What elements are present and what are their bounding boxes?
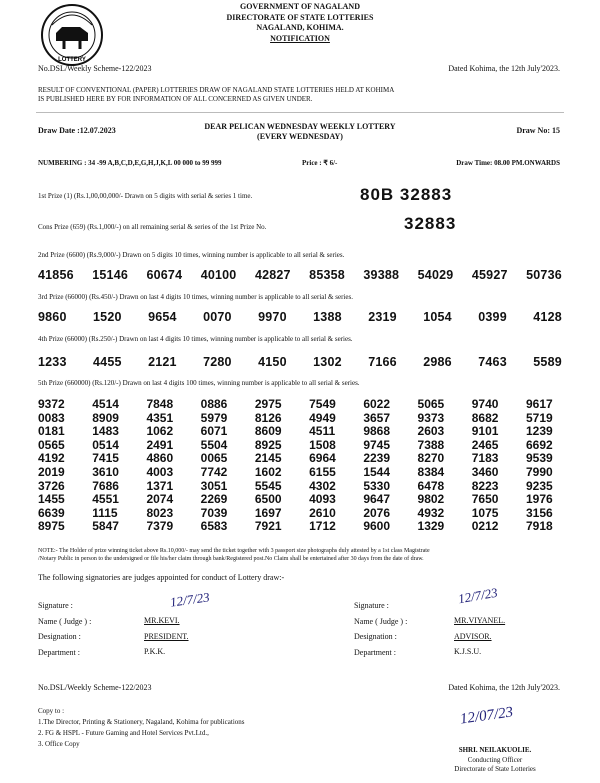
- judge-left-signature: 12/7/23: [169, 589, 211, 610]
- third-prize-numbers: [38, 310, 562, 324]
- prize-number: 7686: [92, 478, 119, 493]
- prize-number: 1976: [525, 492, 553, 507]
- ref-date: Dated Kohima, the 12th July'2023.: [448, 64, 560, 73]
- prize-number: 7166: [368, 355, 397, 369]
- cons-prize-number: 32883: [404, 214, 457, 233]
- judge-right-name: MR.VIYANEL.: [454, 616, 506, 625]
- copy-title: Copy to :: [38, 707, 65, 715]
- prize-number: 8384: [417, 464, 445, 479]
- judge-left-values: [144, 613, 189, 660]
- prize-number: 2491: [146, 437, 174, 452]
- fifth-prize-row: [38, 439, 562, 453]
- prize-number: 4551: [92, 492, 119, 507]
- prize-number: 7039: [200, 505, 228, 520]
- prize-number: 15146: [92, 268, 128, 282]
- prize-number: 9740: [471, 397, 499, 411]
- prize-number: 1602: [254, 464, 282, 479]
- prize-number: 40100: [200, 268, 237, 282]
- prize-number: 4003: [146, 464, 174, 479]
- fifth-prize-row: [38, 520, 562, 534]
- prize-number: 41856: [38, 268, 74, 282]
- prize-number: 0065: [200, 451, 228, 466]
- prize-number: 3610: [92, 464, 119, 479]
- prize-number: 7990: [525, 464, 553, 479]
- prize-number: 7388: [417, 437, 445, 452]
- prize-number: 9373: [417, 410, 445, 425]
- prize-number: 7379: [146, 519, 174, 534]
- prize-number: 4455: [93, 355, 122, 369]
- lottery-seal-logo: [40, 3, 104, 67]
- draw-date: Draw Date :12.07.2023: [38, 126, 116, 135]
- prize-number: 3051: [200, 478, 228, 493]
- prize-number: 1329: [417, 519, 445, 534]
- prize-number: 1388: [313, 310, 342, 324]
- header-notification: NOTIFICATION: [270, 33, 330, 43]
- cons-prize-label: Cons Prize (659) (Rs.1,000/-) on all remaining serial & series of the 1st Prize No.: [38, 223, 267, 231]
- prize-number: 39388: [363, 268, 400, 282]
- judge-left-des-label: Designation :: [38, 632, 81, 641]
- prize-number: 9647: [363, 492, 391, 507]
- prize-number: 4860: [146, 451, 174, 466]
- judge-right-labels: [354, 598, 407, 660]
- prize-number: 6692: [525, 437, 553, 452]
- prize-number: 1062: [146, 424, 174, 439]
- prize-number: 8270: [417, 451, 445, 466]
- prize-number: 9539: [525, 451, 553, 466]
- prize-number: 2986: [423, 355, 452, 369]
- draw-number: Draw No: 15: [516, 126, 560, 135]
- fourth-prize-label: 4th Prize (66000) (Rs.250/-) Drawn on last 4 digits 10 times, winning number is applicable to all serial & series.: [38, 335, 353, 343]
- first-prize-number: 80B 32883: [360, 185, 453, 204]
- prize-number: 6639: [38, 505, 65, 520]
- judge-right-des-label: Designation :: [354, 632, 397, 641]
- prize-number: 6500: [254, 492, 282, 507]
- prize-number: 1483: [92, 424, 119, 439]
- fifth-prize-row: [38, 412, 562, 426]
- judge-right-dep-label: Department :: [354, 647, 396, 657]
- prize-number: 8975: [38, 519, 65, 534]
- prize-number: 0083: [38, 410, 65, 425]
- lottery-title-block: [170, 122, 430, 142]
- judge-right-sig-label: Signature :: [354, 601, 389, 610]
- prize-number: 8682: [471, 410, 499, 425]
- prize-number: 5589: [533, 355, 562, 369]
- prize-number: 8023: [146, 505, 174, 520]
- prize-number: 1520: [93, 310, 122, 324]
- second-prize-label: 2nd Prize (6600) (Rs.9,000/-) Drawn on 5 digits 10 times, winning number is applicable to all serial & series.: [38, 251, 345, 259]
- prize-number: 4932: [417, 505, 445, 520]
- prize-number: 0565: [38, 437, 65, 452]
- prize-number: 6478: [417, 478, 445, 493]
- prize-number: 8909: [92, 410, 119, 425]
- prize-number: 1544: [363, 464, 391, 479]
- prize-number: 4511: [309, 424, 336, 439]
- prize-number: 7183: [471, 451, 499, 466]
- header-line-3: NAGALAND, KOHIMA.: [256, 23, 344, 32]
- prize-number: 42827: [254, 268, 291, 282]
- prize-number: 3156: [525, 505, 553, 520]
- prize-number: 85358: [309, 268, 345, 282]
- prize-number: 4302: [309, 478, 336, 493]
- judge-right-department: K.J.S.U.: [454, 647, 482, 656]
- prize-number: 45927: [471, 268, 508, 282]
- prize-number: 4128: [533, 310, 562, 324]
- prize-number: 1712: [309, 519, 336, 534]
- prize-number: 9372: [38, 397, 65, 411]
- judge-left-name: MR.KEVI.: [144, 616, 180, 625]
- prize-number: 1054: [423, 310, 452, 324]
- prize-number: 3726: [38, 478, 65, 493]
- prize-number: 1455: [38, 492, 65, 507]
- prize-number: 9654: [148, 310, 177, 324]
- prize-number: 1075: [471, 505, 499, 520]
- officer-signature: 12/07/23: [459, 704, 515, 728]
- judge-left-designation: PRESIDENT.: [144, 631, 189, 641]
- prize-number: 2074: [146, 492, 174, 507]
- prize-number: 6155: [309, 464, 336, 479]
- prize-number: 8609: [254, 424, 282, 439]
- prize-number: 9101: [471, 424, 499, 439]
- fifth-prize-grid: [38, 398, 562, 534]
- lottery-title: DEAR PELICAN WEDNESDAY WEEKLY LOTTERY: [204, 122, 396, 131]
- intro-line-2: IS PUBLISHED HERE BY FOR INFORMATION OF ALL CONCERNED AS GIVEN UNDER.: [38, 95, 313, 103]
- prize-number: 7463: [478, 355, 507, 369]
- copy-item-2: 2. FG & HSPL - Future Gaming and Hotel Services Pvt.Ltd.,: [38, 729, 209, 737]
- prize-number: 6583: [200, 519, 228, 534]
- fifth-prize-label: 5th Prize (660000) (Rs.120/-) Drawn on last 4 digits 100 times, winning number is applicable to all serial & series.: [38, 379, 360, 387]
- judge-right-values: [454, 613, 505, 660]
- prize-number: 8925: [254, 437, 282, 452]
- fifth-prize-row: [38, 480, 562, 494]
- prize-number: 2121: [148, 355, 177, 369]
- first-prize-label: 1st Prize (1) (Rs.1,00,00,000/- Drawn on 5 digits with serial & series 1 time.: [38, 192, 253, 200]
- numbering: NUMBERING : 34 -99 A,B,C,D,E,G,H,J,K,L 00 000 to 99 999: [38, 159, 222, 167]
- judge-left-department: P.K.K.: [144, 647, 166, 656]
- prize-number: 2076: [363, 505, 391, 520]
- prize-number: 3657: [363, 410, 391, 425]
- note-line-1: NOTE:- The Holder of prize winning ticket above Rs.10,000/- may send the ticket together with 3 passport size photographs duly attested by a 1st class Magistrate: [38, 548, 430, 554]
- prize-number: 0886: [200, 397, 228, 411]
- copy-item-3: 3. Office Copy: [38, 740, 80, 748]
- prize-number: 0070: [203, 310, 232, 324]
- fifth-prize-row: [38, 493, 562, 507]
- prize-number: 5545: [254, 478, 282, 493]
- prize-number: 1371: [146, 478, 174, 493]
- prize-number: 7742: [200, 464, 228, 479]
- prize-number: 1239: [525, 424, 553, 439]
- header-block: [150, 2, 450, 44]
- copy-block: [38, 706, 245, 750]
- prize-number: 4150: [258, 355, 287, 369]
- judge-left-sig-label: Signature :: [38, 601, 73, 610]
- prize-number: 4192: [38, 451, 65, 466]
- prize-number: 2239: [363, 451, 391, 466]
- copy-item-1: 1.The Director, Printing & Stationery, Nagaland, Kohima for publications: [38, 718, 245, 726]
- prize-number: 2269: [200, 492, 228, 507]
- draw-time: Draw Time: 08.00 PM.ONWARDS: [456, 159, 560, 167]
- prize-number: 2975: [254, 397, 282, 411]
- lottery-subtitle: (EVERY WEDNESDAY): [257, 132, 343, 141]
- prize-number: 5065: [417, 397, 445, 411]
- judge-left-labels: [38, 598, 91, 660]
- seal-text: LOTTERY: [58, 57, 86, 63]
- prize-number: 0212: [471, 519, 499, 534]
- officer-block: [420, 746, 570, 775]
- prize-number: 2465: [471, 437, 499, 452]
- prize-number: 7549: [309, 397, 336, 411]
- prize-number: 0514: [92, 437, 119, 452]
- prize-number: 1233: [38, 355, 67, 369]
- judge-right-name-label: Name ( Judge ) :: [354, 616, 408, 626]
- prize-number: 7921: [254, 519, 282, 534]
- prize-number: 2610: [309, 505, 336, 520]
- prize-number: 0181: [38, 424, 65, 439]
- prize-number: 9617: [525, 397, 553, 411]
- intro-text: [38, 86, 394, 104]
- divider: [36, 112, 564, 113]
- prize-number: 1115: [92, 505, 118, 520]
- prize-number: 6071: [200, 424, 228, 439]
- prize-number: 9235: [525, 478, 553, 493]
- prize-number: 1302: [313, 355, 342, 369]
- note-line-2: /Notary Public in person to the undersigned or file his/her claim through bank/Registered post.No Claim shall be entertained after 30 days from the date of draw.: [38, 556, 424, 562]
- second-prize-numbers: [38, 268, 562, 282]
- officer-dept: Directorate of State Lotteries: [454, 765, 536, 773]
- prize-number: 4514: [92, 397, 119, 411]
- fifth-prize-row: [38, 452, 562, 466]
- judge-left-name-label: Name ( Judge ) :: [38, 616, 92, 626]
- prize-number: 2145: [254, 451, 282, 466]
- fifth-prize-row: [38, 466, 562, 480]
- prize-number: 4093: [309, 492, 336, 507]
- prize-number: 9745: [363, 437, 391, 452]
- ref-number: No.DSL/Weekly Scheme-122/2023: [38, 64, 152, 73]
- prize-number: 2319: [368, 310, 397, 324]
- ref2-number: No.DSL/Weekly Scheme-122/2023: [38, 683, 152, 692]
- fourth-prize-numbers: [38, 355, 562, 369]
- prize-number: 9860: [38, 310, 67, 324]
- prize-number: 2019: [38, 464, 65, 479]
- prize-number: 5719: [525, 410, 553, 425]
- prize-number: 5330: [363, 478, 391, 493]
- prize-number: 7918: [525, 519, 553, 534]
- prize-number: 9868: [363, 424, 391, 439]
- prize-number: 8223: [471, 478, 499, 493]
- ref2-date: Dated Kohima, the 12th July'2023.: [448, 683, 560, 692]
- prize-number: 9802: [417, 492, 445, 507]
- prize-number: 6022: [363, 397, 391, 411]
- third-prize-label: 3rd Prize (66000) (Rs.450/-) Drawn on last 4 digits 10 times, winning number is applicable to all serial & series.: [38, 293, 353, 301]
- prize-number: 5979: [200, 410, 228, 425]
- officer-title: Conducting Officer: [467, 755, 523, 764]
- prize-number: 9600: [363, 519, 391, 534]
- header-line-1: GOVERNMENT OF NAGALAND: [239, 2, 360, 11]
- fifth-prize-row: [38, 398, 562, 412]
- prize-number: 1508: [309, 437, 336, 452]
- prize-number: 6964: [309, 451, 336, 466]
- prize-number: 4949: [309, 410, 336, 425]
- prize-number: 7280: [203, 355, 232, 369]
- judge-right-signature: 12/7/23: [456, 584, 499, 607]
- prize-number: 50736: [526, 268, 562, 282]
- prize-number: 7848: [146, 397, 174, 411]
- header-line-2: DIRECTORATE OF STATE LOTTERIES: [226, 12, 374, 22]
- prize-number: 4351: [146, 410, 174, 425]
- prize-number: 54029: [417, 268, 454, 282]
- price: Price : ₹ 6/-: [302, 159, 338, 167]
- fifth-prize-row: [38, 425, 562, 439]
- intro-line-1: RESULT OF CONVENTIONAL (PAPER) LOTTERIES DRAW OF NAGALAND STATE LOTTERIES HELD AT KOHIMA: [38, 86, 395, 94]
- prize-number: 5847: [92, 519, 119, 534]
- judges-line: The following signatories are judges appointed for conduct of Lottery draw:-: [38, 573, 285, 582]
- prize-number: 8126: [254, 410, 282, 425]
- prize-number: 7415: [92, 451, 119, 466]
- judge-right-designation: ADVISOR.: [454, 631, 492, 641]
- fifth-prize-row: [38, 507, 562, 521]
- note: [38, 547, 566, 563]
- prize-number: 7650: [471, 492, 499, 507]
- prize-number: 2603: [417, 424, 445, 439]
- prize-number: 60674: [146, 268, 183, 282]
- officer-name: SHRI. NEILAKUOLIE.: [458, 746, 532, 754]
- prize-number: 3460: [471, 464, 499, 479]
- prize-number: 9970: [258, 310, 287, 324]
- prize-number: 0399: [478, 310, 507, 324]
- prize-number: 1697: [254, 505, 282, 520]
- prize-number: 5504: [200, 437, 228, 452]
- judge-left-dep-label: Department :: [38, 647, 80, 657]
